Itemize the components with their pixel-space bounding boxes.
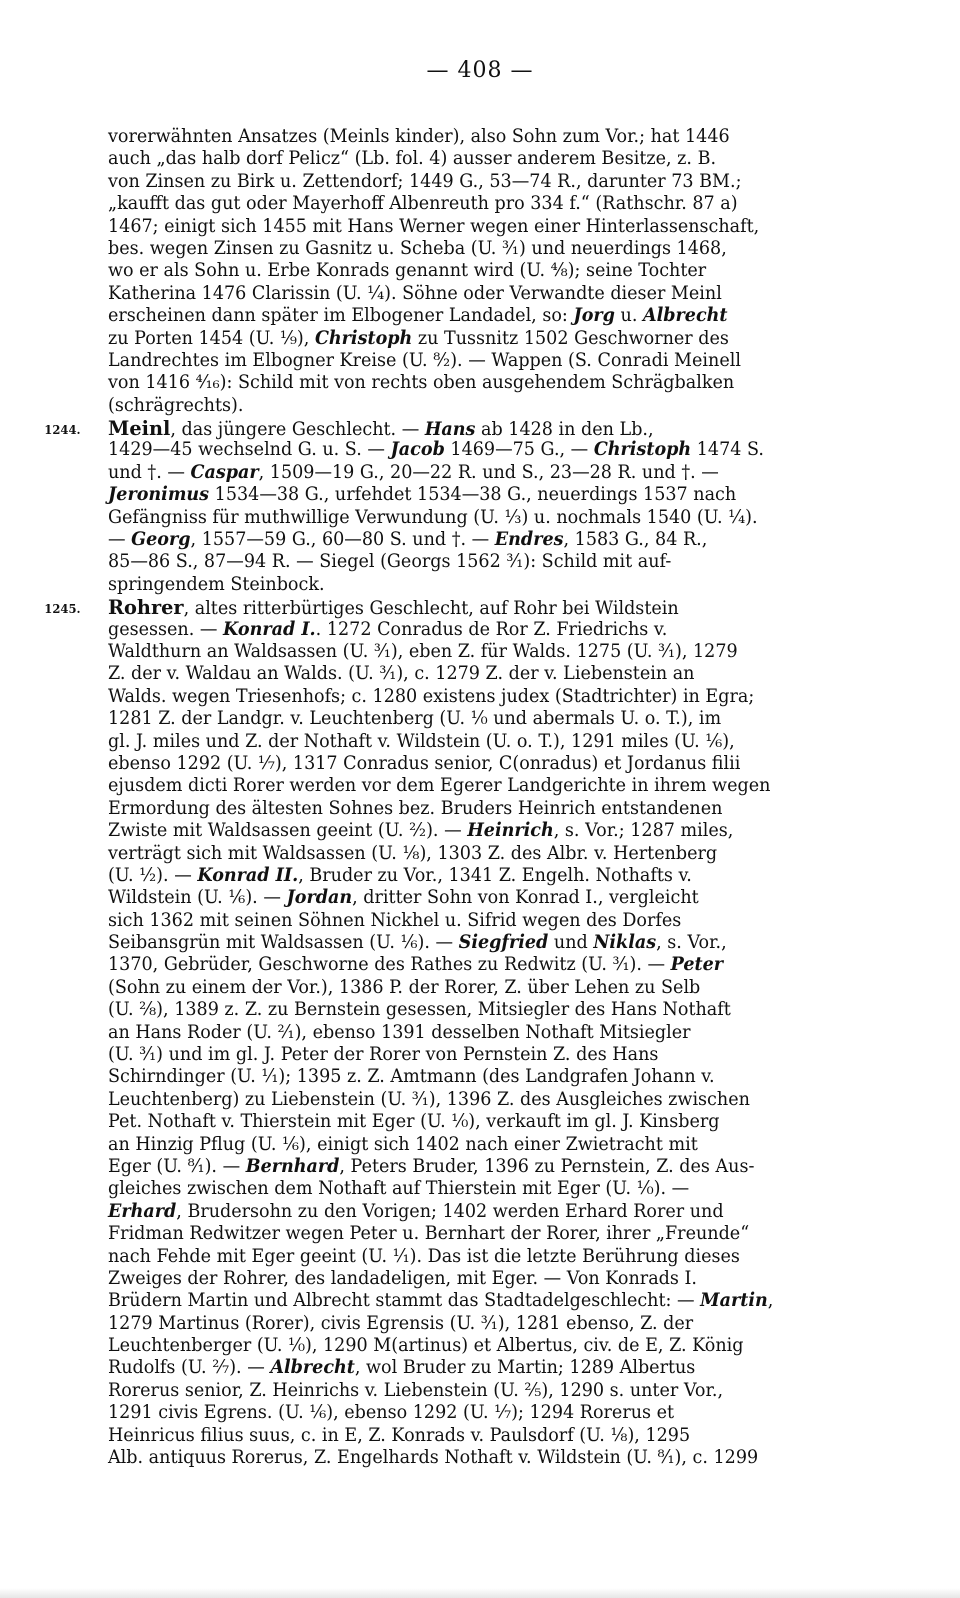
text-line bbox=[108, 619, 866, 641]
line-text: , s. Vor., bbox=[656, 932, 727, 954]
line-text: 1281 Z. der Landgr. v. Leuchtenberg (U. ¹⁄₀ und abermals U. o. T.), im bbox=[108, 708, 722, 730]
text-line bbox=[108, 663, 866, 685]
line-text: 1474 S. bbox=[691, 439, 765, 461]
line-text: . 1272 Conradus de Ror Z. Friedrichs v. bbox=[315, 618, 668, 640]
line-text: 1534—38 G., urfehdet 1534—38 G., neuerdings 1537 nach bbox=[209, 484, 737, 506]
person-name: Jordan bbox=[286, 887, 353, 909]
person-name: Bernhard bbox=[245, 1155, 340, 1177]
text-line bbox=[108, 843, 866, 865]
text-line bbox=[108, 1022, 866, 1044]
line-text: , Peters Bruder, 1396 zu Pernstein, Z. des Aus- bbox=[339, 1155, 755, 1177]
line-text: 1467; einigt sich 1455 mit Hans Werner wegen einer Hinterlassenschaft, bbox=[108, 215, 760, 237]
line-text: 1469—75 G., — bbox=[444, 439, 594, 461]
line-text: 1429—45 wechselnd G. u. S. — bbox=[108, 439, 391, 461]
person-name: Siegfried bbox=[458, 932, 549, 954]
line-text: Eger (U. ⁸⁄₁). — bbox=[108, 1155, 246, 1177]
line-text: (U. ³⁄₁) und im gl. J. Peter der Rorer von Pernstein Z. des Hans bbox=[108, 1044, 659, 1066]
line-text: ab 1428 in den Lb., bbox=[475, 419, 654, 441]
text-line bbox=[108, 932, 866, 954]
line-text: , bbox=[767, 1290, 774, 1312]
line-text: gleiches zwischen dem Nothaft auf Thierstein mit Eger (U. ¹⁄₀). — bbox=[108, 1178, 690, 1200]
line-text: erscheinen dann später im Elbogener Landadel, so: bbox=[108, 305, 574, 327]
text-line bbox=[108, 439, 866, 461]
line-text: Gefängniss für muthwillige Verwundung (U. ¹⁄₃) u. nochmals 1540 (U. ¹⁄₄). bbox=[108, 506, 758, 528]
text-line bbox=[108, 1066, 866, 1088]
text-line bbox=[108, 507, 866, 529]
text-line bbox=[108, 1402, 866, 1424]
person-name: Christoph bbox=[314, 327, 413, 349]
text-line bbox=[108, 395, 866, 417]
line-text: Landrechtes im Elbogner Kreise (U. ⁸⁄₂). — Wappen (S. Conradi Meinell bbox=[108, 349, 741, 371]
person-name: Hans bbox=[424, 419, 476, 441]
text-line bbox=[108, 1447, 866, 1469]
person-name: Albrecht bbox=[643, 305, 728, 327]
page-number: — 408 — bbox=[426, 58, 534, 83]
text-line bbox=[108, 216, 866, 238]
line-text: Fridman Redwitzer wegen Peter u. Bernhart der Rorer, ihrer „Freunde“ bbox=[108, 1223, 750, 1245]
text-line bbox=[108, 1044, 866, 1066]
line-text: „kaufft das gut oder Mayerhoff Albenreuth pro 334 f.“ (Rathschr. 87 a) bbox=[108, 193, 738, 215]
text-line bbox=[108, 708, 866, 730]
text-line bbox=[108, 1134, 866, 1156]
text-line bbox=[108, 1111, 866, 1133]
line-text: , 1509—19 G., 20—22 R. und S., 23—28 R. und †. — bbox=[258, 461, 719, 483]
line-text: springendem Steinbock. bbox=[108, 573, 325, 595]
line-text: Pet. Nothaft v. Thierstein mit Eger (U. ¹⁄₀), verkauft im gl. J. Kinsberg bbox=[108, 1111, 720, 1133]
text-line bbox=[108, 1089, 866, 1111]
text-line bbox=[108, 910, 866, 932]
text-line bbox=[44, 595, 866, 620]
line-text: vorerwähnten Ansatzes (Meinls kinder), also Sohn zum Vor.; hat 1446 bbox=[108, 126, 730, 147]
line-text: Brüdern Martin und Albrecht stammt das Stadtadelgeschlecht: — bbox=[108, 1290, 701, 1312]
text-line bbox=[108, 1178, 866, 1200]
text-line bbox=[108, 574, 866, 596]
text-line bbox=[108, 1425, 866, 1447]
text-line bbox=[44, 416, 866, 441]
line-text: gesessen. — bbox=[108, 618, 224, 640]
text-line bbox=[108, 484, 866, 506]
text-line bbox=[108, 193, 866, 215]
line-text: Rudolfs (U. ²⁄₇). — bbox=[108, 1357, 271, 1379]
line-text: wo er als Sohn u. Erbe Konrads genannt wird (U. ⁴⁄₈); seine Tochter bbox=[108, 260, 707, 282]
person-name: Endres bbox=[494, 529, 564, 551]
text-line bbox=[108, 865, 866, 887]
text-line bbox=[108, 887, 866, 909]
person-name: Albrecht bbox=[270, 1357, 355, 1379]
line-text: Rorerus senior, Z. Heinrichs v. Liebenstein (U. ²⁄₅), 1290 s. unter Vor., bbox=[108, 1379, 724, 1401]
entry-number: 1245. bbox=[44, 602, 81, 617]
entry-heading: Rohrer bbox=[108, 595, 184, 620]
line-text: Waldthurn an Waldsassen (U. ³⁄₁), eben Z. für Walds. 1275 (U. ³⁄₁), 1279 bbox=[108, 640, 738, 662]
text-line bbox=[108, 283, 866, 305]
text-line bbox=[108, 954, 866, 976]
person-name: Jeronimus bbox=[108, 484, 210, 506]
line-text: verträgt sich mit Waldsassen (U. ¹⁄₈), 1303 Z. des Albr. v. Hertenberg bbox=[108, 842, 718, 864]
line-text: Zwiste mit Waldsassen geeint (U. ²⁄₂). — bbox=[108, 820, 468, 842]
line-text: Seibansgrün mit Waldsassen (U. ¹⁄₆). — bbox=[108, 932, 459, 954]
line-text: (Sohn zu einem der Vor.), 1386 P. der Rorer, Z. über Lehen zu Selb bbox=[108, 976, 701, 998]
text-line bbox=[108, 731, 866, 753]
text-line bbox=[108, 171, 866, 193]
line-text: ejusdem dicti Rorer werden vor dem Egerer Landgerichte in ihrem wegen bbox=[108, 775, 771, 797]
person-name: Caspar bbox=[190, 461, 259, 483]
text-line bbox=[108, 260, 866, 282]
line-text: zu Porten 1454 (U. ¹⁄₉), bbox=[108, 327, 315, 349]
line-text: (schrägrechts). bbox=[108, 394, 244, 416]
line-text: , 1583 G., 84 R., bbox=[563, 529, 708, 551]
text-line bbox=[108, 1223, 866, 1245]
person-name: Peter bbox=[670, 954, 724, 976]
text-line bbox=[108, 1268, 866, 1290]
line-text: sich 1362 mit seinen Söhnen Nickhel u. Sifrid wegen des Dorfes bbox=[108, 909, 682, 931]
text-line bbox=[108, 1380, 866, 1402]
text-line bbox=[108, 529, 866, 551]
person-name: Heinrich bbox=[467, 820, 554, 842]
line-text: Schirndinger (U. ¹⁄₁); 1395 z. Z. Amtmann (des Landgrafen Johann v. bbox=[108, 1066, 715, 1088]
text-line bbox=[108, 462, 866, 484]
line-text: , 1557—59 G., 60—80 S. und †. — bbox=[190, 529, 495, 551]
line-text: Katherina 1476 Clarissin (U. ¹⁄₄). Söhne oder Verwandte dieser Meinl bbox=[108, 282, 722, 304]
text-line bbox=[108, 798, 866, 820]
line-text: von Zinsen zu Birk u. Zettendorf; 1449 G., 53—74 R., darunter 73 BM.; bbox=[108, 170, 742, 192]
line-text: , Bruder zu Vor., 1341 Z. Engelh. Nothafts v. bbox=[298, 864, 692, 886]
line-text: 1370, Gebrüder, Geschworne des Rathes zu Redwitz (U. ³⁄₁). — bbox=[108, 954, 671, 976]
text-line bbox=[108, 1357, 866, 1379]
text-line bbox=[108, 551, 866, 573]
line-text: (U. ²⁄₈), 1389 z. Z. zu Bernstein gesessen, Mitsiegler des Hans Nothaft bbox=[108, 999, 731, 1021]
line-text: zu Tussnitz 1502 Geschworner des bbox=[412, 327, 729, 349]
text-line bbox=[108, 753, 866, 775]
line-text: — bbox=[108, 529, 132, 551]
text-line bbox=[108, 1201, 866, 1223]
line-text: , altes ritterbürtiges Geschlecht, auf Rohr bei Wildstein bbox=[183, 598, 679, 620]
line-text: 85—86 S., 87—94 R. — Siegel (Georgs 1562 ³⁄₁): Schild mit auf- bbox=[108, 551, 672, 573]
line-text: , dritter Sohn von Konrad I., vergleicht bbox=[352, 887, 699, 909]
entry-heading: Meinl bbox=[108, 416, 171, 441]
line-text: 1279 Martinus (Rorer), civis Egrensis (U. ³⁄₁), 1281 ebenso, Z. der bbox=[108, 1312, 694, 1334]
person-name: Georg bbox=[131, 529, 191, 551]
text-line bbox=[108, 350, 866, 372]
person-name: Konrad I. bbox=[223, 618, 316, 640]
text-line bbox=[108, 641, 866, 663]
line-text: Ermordung des ältesten Sohnes bez. Bruders Heinrich entstandenen bbox=[108, 797, 723, 819]
line-text: , das jüngere Geschlecht. — bbox=[170, 419, 425, 441]
text-line bbox=[108, 372, 866, 394]
line-text: u. bbox=[614, 305, 644, 327]
text-line bbox=[108, 1313, 866, 1335]
line-text: Leuchtenberg) zu Liebenstein (U. ³⁄₁), 1396 Z. des Ausgleiches zwischen bbox=[108, 1088, 750, 1110]
person-name: Jorg bbox=[573, 305, 615, 327]
person-name: Christoph bbox=[593, 439, 692, 461]
text-line bbox=[108, 238, 866, 260]
line-text: Heinricus filius suus, c. in E, Z. Konrads v. Paulsdorf (U. ¹⁄₈), 1295 bbox=[108, 1424, 691, 1446]
text-line bbox=[108, 686, 866, 708]
entry-number: 1244. bbox=[44, 423, 81, 438]
line-text: , s. Vor.; 1287 miles, bbox=[553, 820, 734, 842]
text-line bbox=[108, 775, 866, 797]
text-line bbox=[108, 977, 866, 999]
line-text: an Hans Roder (U. ²⁄₁), ebenso 1391 desselben Nothaft Mitsiegler bbox=[108, 1021, 691, 1043]
line-text: Z. der v. Waldau an Walds. (U. ³⁄₁), c. 1279 Z. der v. Liebenstein an bbox=[108, 663, 695, 685]
person-name: Konrad II. bbox=[197, 864, 299, 886]
person-name: Niklas bbox=[593, 932, 657, 954]
person-name: Martin bbox=[700, 1290, 768, 1312]
line-text: an Hinzig Pflug (U. ¹⁄₆), einigt sich 1402 nach einer Zwietracht mit bbox=[108, 1133, 698, 1155]
text-line bbox=[108, 1290, 866, 1312]
line-text: bes. wegen Zinsen zu Gasnitz u. Scheba (U. ³⁄₁) und neuerdings 1468, bbox=[108, 237, 727, 259]
text-line bbox=[108, 1156, 866, 1178]
line-text: Leuchtenberger (U. ¹⁄₀), 1290 M(artinus) et Albertus, civ. de E, Z. König bbox=[108, 1335, 744, 1357]
line-text: , Brudersohn zu den Vorigen; 1402 werden Erhard Rorer und bbox=[176, 1200, 724, 1222]
text-line bbox=[108, 1246, 866, 1268]
text-line bbox=[108, 305, 866, 327]
line-text: Alb. antiquus Rorerus, Z. Engelhards Nothaft v. Wildstein (U. ⁸⁄₁), c. 1299 bbox=[108, 1447, 759, 1469]
line-text: 1291 civis Egrens. (U. ¹⁄₆), ebenso 1292 (U. ¹⁄₇); 1294 Rorerus et bbox=[108, 1402, 675, 1424]
person-name: Erhard bbox=[108, 1200, 177, 1222]
text-line bbox=[108, 126, 866, 148]
text-line bbox=[108, 1335, 866, 1357]
line-text: und bbox=[548, 932, 594, 954]
line-text: Walds. wegen Triesenhofs; c. 1280 existens judex (Stadtrichter) in Egra; bbox=[108, 685, 755, 707]
text-line bbox=[108, 999, 866, 1021]
line-text: gl. J. miles und Z. der Nothaft v. Wildstein (U. o. T.), 1291 miles (U. ¹⁄₆), bbox=[108, 730, 735, 752]
line-text: Wildstein (U. ¹⁄₆). — bbox=[108, 887, 287, 909]
text-line bbox=[108, 820, 866, 842]
line-text: , wol Bruder zu Martin; 1289 Albertus bbox=[354, 1357, 696, 1379]
line-text: Zweiges der Rohrer, des landadeligen, mit Eger. — Von Konrads I. bbox=[108, 1267, 697, 1289]
text-line bbox=[108, 328, 866, 350]
person-name: Jacob bbox=[390, 439, 445, 461]
line-text: und †. — bbox=[108, 461, 191, 483]
line-text: auch „das halb dorf Pelicz“ (Lb. fol. 4) ausser anderem Besitze, z. B. bbox=[108, 148, 717, 170]
line-text: nach Fehde mit Eger geeint (U. ¹⁄₁). Das ist die letzte Berührung dieses bbox=[108, 1245, 740, 1267]
scan-edge bbox=[0, 1588, 960, 1598]
line-text: (U. ¹⁄₂). — bbox=[108, 864, 198, 886]
line-text: von 1416 ⁴⁄₁₆): Schild mit von rechts oben ausgehendem Schrägbalken bbox=[108, 372, 735, 394]
text-line bbox=[108, 148, 866, 170]
line-text: ebenso 1292 (U. ¹⁄₇), 1317 Conradus senior, C(onradus) et Jordanus filii bbox=[108, 752, 741, 774]
body-text bbox=[44, 126, 866, 1469]
